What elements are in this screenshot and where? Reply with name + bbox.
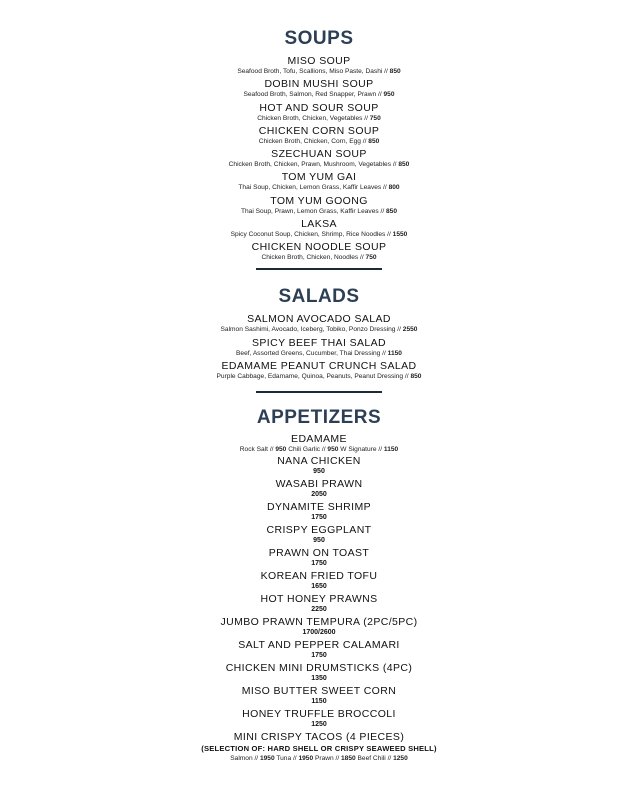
item-price: 800 bbox=[388, 184, 400, 192]
item-description bbox=[0, 90, 638, 99]
item-name: SALT AND PEPPER CALAMARI bbox=[238, 639, 400, 651]
item-description bbox=[0, 160, 638, 169]
item-name: SZECHUAN SOUP bbox=[271, 148, 367, 161]
item-ingredients: Salmon Sashimi, Avocado, Iceberg, Tobiko, Ponzo Dressing // bbox=[220, 326, 403, 333]
menu-item bbox=[0, 547, 638, 570]
item-price: 950 bbox=[383, 91, 395, 99]
option-label: Beef Chili // bbox=[357, 755, 394, 762]
item-price: 750 bbox=[369, 114, 381, 122]
menu-item bbox=[0, 55, 638, 78]
item-name: HONEY TRUFFLE BROCCOLI bbox=[242, 708, 396, 720]
menu-item bbox=[0, 708, 638, 731]
salads-title: SALADS bbox=[278, 286, 360, 307]
menu-item bbox=[0, 593, 638, 616]
item-price: 850 bbox=[389, 68, 401, 75]
appetizers-section bbox=[0, 407, 638, 771]
menu-item bbox=[0, 524, 638, 547]
option-label: Salmon // bbox=[230, 755, 260, 762]
item-price: 1250 bbox=[311, 721, 327, 728]
item-price: 950 bbox=[313, 468, 325, 475]
item-price: 1650 bbox=[311, 583, 327, 590]
item-name: WASABI PRAWN bbox=[275, 478, 363, 490]
item-ingredients: Chicken Broth, Chicken, Corn, Egg // bbox=[258, 137, 369, 145]
item-name: JUMBO PRAWN TEMPURA (2PC/5PC) bbox=[220, 616, 418, 628]
option-label: Tuna // bbox=[276, 755, 299, 762]
item-name: MINI CRISPY TACOS (4 PIECES) bbox=[233, 731, 405, 743]
item-description bbox=[0, 137, 638, 146]
menu-item bbox=[0, 337, 638, 361]
menu-item bbox=[0, 570, 638, 593]
menu-item bbox=[0, 313, 638, 337]
tacos-note: (SELECTION OF: HARD SHELL OR CRISPY SEAWEED SHELL) bbox=[201, 744, 437, 753]
item-price: 1700/2600 bbox=[302, 629, 336, 636]
item-description bbox=[0, 67, 638, 76]
item-description bbox=[0, 325, 638, 334]
item-name: KOREAN FRIED TOFU bbox=[260, 570, 378, 582]
item-price: 850 bbox=[410, 373, 422, 380]
item-price: 2050 bbox=[311, 491, 327, 498]
tacos-options bbox=[0, 754, 638, 763]
option-label: W Signature // bbox=[340, 446, 384, 453]
item-ingredients: Thai Soup, Chicken, Lemon Grass, Kaffir Leaves // bbox=[238, 184, 389, 192]
item-name: SPICY BEEF THAI SALAD bbox=[251, 336, 387, 349]
option-label: Prawn // bbox=[314, 755, 341, 762]
menu-item bbox=[0, 639, 638, 662]
item-name: CHICKEN CORN SOUP bbox=[258, 124, 380, 137]
item-price: 950 bbox=[313, 537, 325, 544]
menu-item-mini-crispy-tacos bbox=[0, 731, 638, 771]
item-price: 1350 bbox=[311, 675, 327, 682]
soups-title: SOUPS bbox=[284, 28, 354, 49]
item-ingredients: Spicy Coconut Soup, Chicken, Shrimp, Rice Noodles // bbox=[230, 231, 393, 239]
item-name: SALMON AVOCADO SALAD bbox=[247, 313, 391, 325]
item-name: LAKSA bbox=[301, 218, 337, 231]
menu-item bbox=[0, 125, 638, 148]
item-name: HOT AND SOUR SOUP bbox=[259, 101, 379, 114]
option-label: Rock Salt // bbox=[239, 446, 276, 453]
item-name: DYNAMITE SHRIMP bbox=[266, 501, 371, 513]
item-description bbox=[0, 372, 638, 381]
item-price: 1150 bbox=[311, 698, 327, 705]
item-ingredients: Beef, Assorted Greens, Cucumber, Thai Dressing // bbox=[236, 349, 388, 357]
item-price: 2550 bbox=[402, 326, 418, 333]
menu-item bbox=[0, 662, 638, 685]
divider-1 bbox=[256, 268, 382, 270]
menu-item bbox=[0, 218, 638, 241]
menu-item bbox=[0, 478, 638, 501]
menu-item bbox=[0, 360, 638, 384]
salads-list bbox=[0, 313, 638, 384]
item-description bbox=[0, 207, 638, 216]
item-description bbox=[0, 114, 638, 123]
option-price: 1850 bbox=[341, 755, 356, 762]
option-price: 1950 bbox=[259, 755, 275, 762]
item-name: TOM YUM GAI bbox=[281, 171, 357, 184]
option-price: 1150 bbox=[383, 446, 399, 453]
option-price: 950 bbox=[275, 446, 287, 453]
appetizers-list bbox=[0, 455, 638, 731]
menu-item bbox=[0, 241, 638, 264]
item-name: DOBIN MUSHI SOUP bbox=[264, 78, 374, 91]
option-price: 1250 bbox=[393, 755, 408, 762]
menu-item bbox=[0, 501, 638, 524]
item-name: CHICKEN NOODLE SOUP bbox=[251, 241, 387, 254]
item-name: MISO SOUP bbox=[287, 55, 351, 67]
menu-item bbox=[0, 616, 638, 639]
item-name: NANA CHICKEN bbox=[277, 455, 361, 467]
menu-item bbox=[0, 78, 638, 101]
item-name: TOM YUM GOONG bbox=[270, 194, 368, 207]
item-description bbox=[0, 253, 638, 262]
appetizers-title: APPETIZERS bbox=[256, 407, 382, 428]
menu-item bbox=[0, 195, 638, 218]
salads-section bbox=[0, 286, 638, 384]
item-price: 1150 bbox=[387, 349, 402, 357]
item-name: EDAMAME bbox=[291, 433, 347, 445]
menu-item-edamame bbox=[0, 433, 638, 455]
item-price: 850 bbox=[368, 137, 380, 145]
item-description bbox=[0, 349, 638, 358]
item-name: HOT HONEY PRAWNS bbox=[260, 593, 378, 605]
item-price: 2250 bbox=[311, 606, 327, 613]
option-price: 950 bbox=[327, 446, 339, 453]
menu-item bbox=[0, 102, 638, 125]
item-price: 1750 bbox=[311, 514, 327, 521]
item-name: PRAWN ON TOAST bbox=[268, 547, 370, 559]
item-price: 850 bbox=[398, 161, 410, 169]
item-name: MISO BUTTER SWEET CORN bbox=[241, 685, 397, 697]
item-price: 1750 bbox=[311, 560, 327, 567]
item-price: 750 bbox=[365, 254, 377, 262]
item-ingredients: Seafood Broth, Tofu, Scallions, Miso Paste, Dashi // bbox=[237, 68, 390, 75]
item-description bbox=[0, 183, 638, 192]
item-name: EDAMAME PEANUT CRUNCH SALAD bbox=[221, 360, 417, 372]
soups-section bbox=[0, 28, 638, 265]
item-ingredients: Seafood Broth, Salmon, Red Snapper, Prawn // bbox=[243, 91, 384, 99]
menu-item bbox=[0, 148, 638, 171]
item-ingredients: Thai Soup, Prawn, Lemon Grass, Kaffir Leaves // bbox=[240, 207, 386, 215]
item-name: CHICKEN MINI DRUMSTICKS (4PC) bbox=[225, 662, 413, 674]
item-ingredients: Chicken Broth, Chicken, Noodles // bbox=[261, 254, 366, 262]
divider-2 bbox=[256, 391, 382, 393]
item-name: CRISPY EGGPLANT bbox=[266, 524, 372, 536]
item-description bbox=[0, 230, 638, 239]
item-ingredients: Chicken Broth, Chicken, Vegetables // bbox=[257, 114, 370, 122]
menu-item bbox=[0, 685, 638, 708]
option-label: Chili Garlic // bbox=[288, 446, 328, 453]
edamame-options bbox=[0, 445, 638, 454]
soups-list bbox=[0, 55, 638, 265]
item-ingredients: Purple Cabbage, Edamame, Quinoa, Peanuts, Peanut Dressing // bbox=[216, 373, 411, 380]
option-price: 1950 bbox=[298, 755, 314, 762]
item-price: 1550 bbox=[392, 231, 408, 239]
item-ingredients: Chicken Broth, Chicken, Prawn, Mushroom, Vegetables // bbox=[228, 161, 399, 169]
menu-item bbox=[0, 171, 638, 194]
item-price: 1750 bbox=[311, 652, 327, 659]
item-price: 850 bbox=[386, 207, 398, 215]
menu-item bbox=[0, 455, 638, 478]
